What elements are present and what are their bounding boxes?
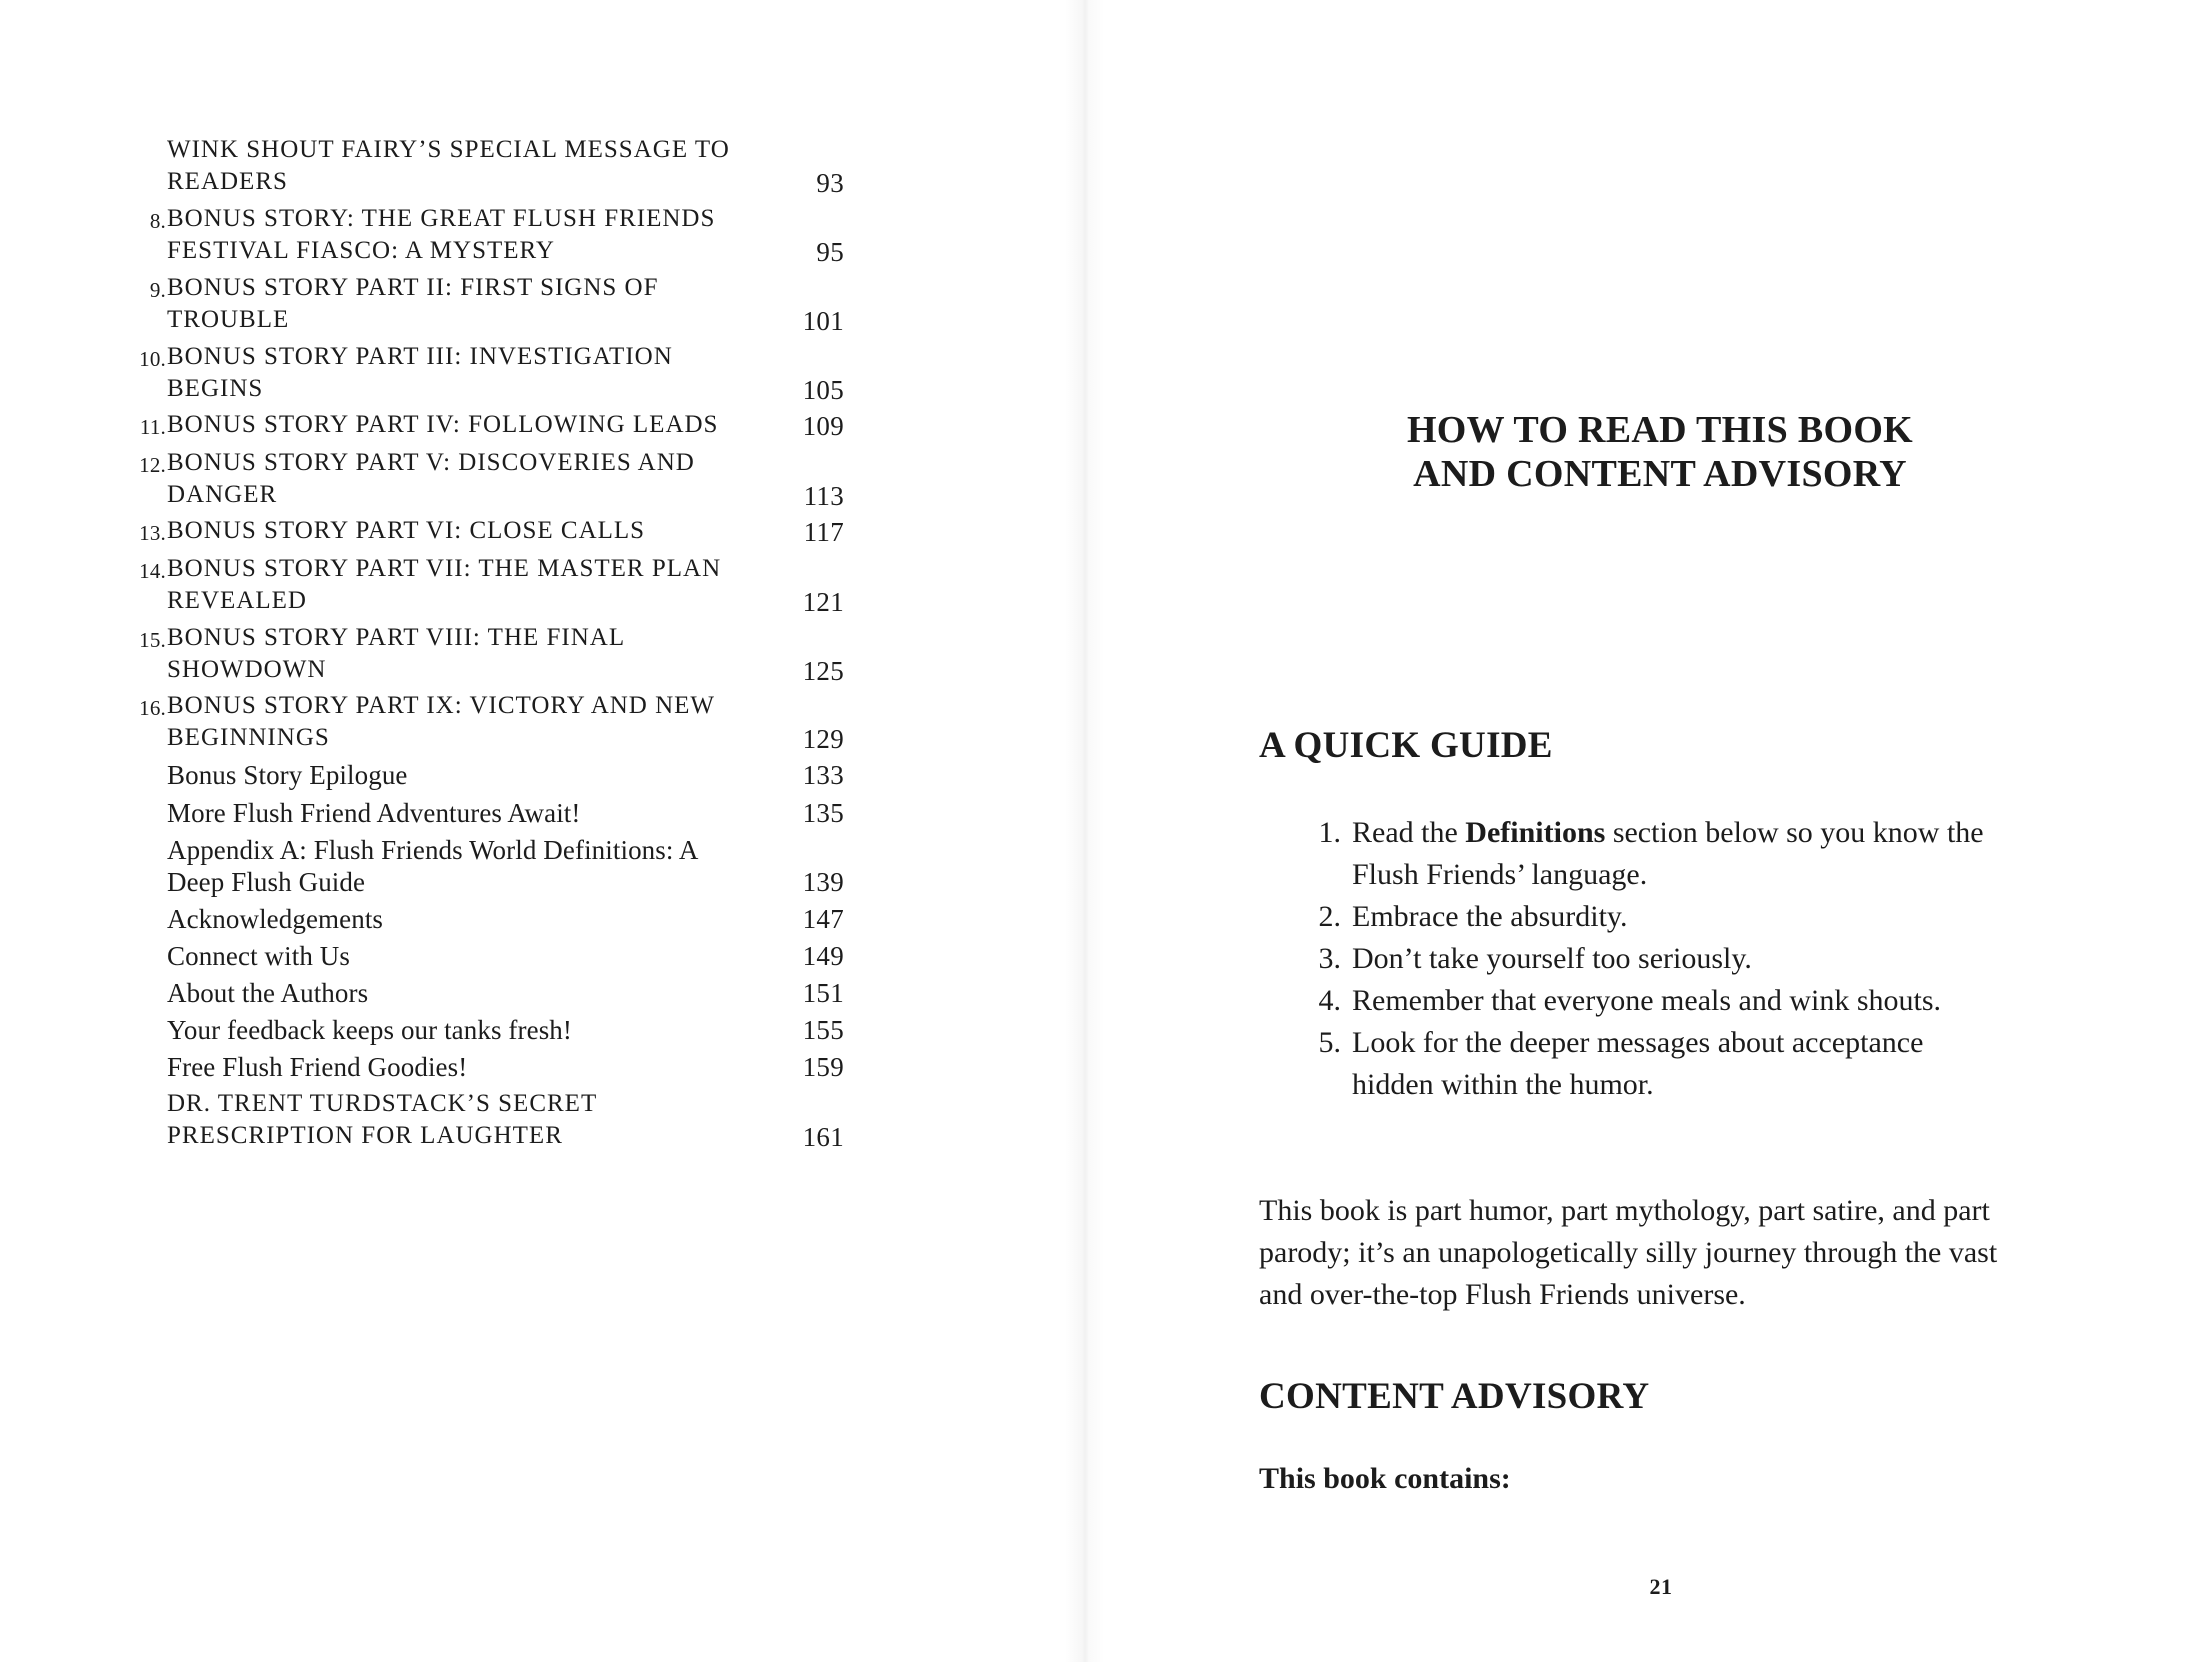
toc-entry-title: PRESCRIPTION FOR LAUGHTER — [167, 1122, 563, 1149]
toc-entry-title: BEGINS — [167, 375, 264, 402]
guide-item-line-2: hidden within the humor. — [1352, 1068, 1654, 1101]
guide-item-number: 4. — [1318, 984, 1341, 1017]
guide-item — [1259, 1022, 2059, 1106]
toc-entry-page: 95 — [816, 237, 844, 267]
toc-entry-number: 13. — [139, 521, 166, 545]
toc-entry-page: 155 — [802, 1015, 844, 1045]
guide-item-text: Embrace the absurdity. — [1352, 900, 1628, 933]
toc-entry-page: 113 — [803, 481, 844, 511]
guide-item-text: Don’t take yourself too seriously. — [1352, 942, 1752, 975]
toc-entry-title: Free Flush Friend Goodies! — [167, 1052, 468, 1082]
chapter-title-line-2: AND CONTENT ADVISORY — [1413, 453, 1907, 495]
toc-entry-page: 101 — [802, 306, 844, 336]
toc-entry-title: BONUS STORY PART VII: THE MASTER PLAN — [167, 555, 722, 582]
toc-entry-title: BONUS STORY PART V: DISCOVERIES AND — [167, 449, 695, 476]
toc-entry-number: 11. — [139, 415, 166, 439]
toc-entry-page: 149 — [802, 941, 844, 971]
toc-entry-page: 121 — [802, 587, 844, 617]
toc-entry-number: 9. — [149, 278, 166, 302]
toc-entry-page: 129 — [802, 724, 844, 754]
guide-item-number: 2. — [1318, 900, 1341, 933]
toc-entry-page: 139 — [802, 867, 844, 897]
quick-guide-list — [1259, 812, 2059, 1106]
toc-entry-page: 93 — [816, 168, 844, 198]
toc-entry-title: SHOWDOWN — [167, 656, 327, 683]
toc-entry-number: 14. — [139, 559, 166, 583]
chapter-title-line-1: HOW TO READ THIS BOOK — [1406, 409, 1914, 451]
contains-label: This book contains: — [1259, 1462, 1511, 1495]
guide-item-text: Read the — [1352, 816, 1466, 849]
toc-entry-number: 10. — [139, 347, 166, 371]
toc-entry-title: BONUS STORY PART II: FIRST SIGNS OF — [167, 274, 659, 301]
toc-entry-page: 133 — [802, 760, 844, 790]
toc-entry-number: 16. — [139, 696, 166, 720]
toc-entry-title: REVEALED — [167, 587, 307, 614]
guide-item-bold-term: Definitions — [1465, 816, 1606, 849]
toc-entry-number: 12. — [139, 453, 166, 477]
content-advisory-heading: CONTENT ADVISORY — [1259, 1376, 1650, 1417]
guide-item — [1259, 980, 2059, 1022]
toc-entry-title: BONUS STORY PART III: INVESTIGATION — [167, 343, 673, 370]
toc-entry-title: About the Authors — [167, 978, 369, 1008]
toc-entry-title: Deep Flush Guide — [167, 867, 366, 897]
guide-item — [1259, 896, 2059, 938]
toc-entry-title: BONUS STORY PART IV: FOLLOWING LEADS — [167, 411, 719, 438]
guide-item-text: Look for the deeper messages about acceptance — [1352, 1026, 1924, 1059]
toc-entry-title: Acknowledgements — [167, 904, 384, 934]
paragraph-line: parody; it’s an unapologetically silly journey through the vast — [1259, 1236, 1998, 1269]
toc-entry-title: BONUS STORY: THE GREAT FLUSH FRIENDS — [167, 205, 716, 232]
guide-item-number: 1. — [1318, 816, 1341, 849]
toc-entry-title: Bonus Story Epilogue — [167, 760, 408, 790]
toc-entry-title: BONUS STORY PART IX: VICTORY AND NEW — [167, 692, 716, 719]
toc-entry-page: 117 — [803, 517, 844, 547]
quick-guide-heading: A QUICK GUIDE — [1259, 725, 1553, 766]
toc-entry-page: 159 — [802, 1052, 844, 1082]
toc-entry-page: 161 — [802, 1122, 844, 1152]
toc-entry-title: FESTIVAL FIASCO: A MYSTERY — [167, 237, 555, 264]
toc-entry-title: WINK SHOUT FAIRY’S SPECIAL MESSAGE TO — [167, 136, 730, 163]
toc-entry-number: 8. — [149, 209, 166, 233]
toc-entry-title: BONUS STORY PART VIII: THE FINAL — [167, 624, 626, 651]
toc-entry-title: Connect with Us — [167, 941, 350, 971]
toc-entry-number: 15. — [139, 628, 166, 652]
toc-entry-title: More Flush Friend Adventures Await! — [167, 798, 581, 828]
toc-entry-title: Your feedback keeps our tanks fresh! — [167, 1015, 572, 1045]
toc-entry-title: BEGINNINGS — [167, 724, 330, 751]
toc-entry-title: READERS — [167, 168, 288, 195]
guide-item — [1259, 938, 2059, 980]
paragraph-line: This book is part humor, part mythology, part satire, and part — [1259, 1194, 1990, 1227]
toc-entry-title: DR. TRENT TURDSTACK’S SECRET — [167, 1090, 598, 1117]
guide-item-line-2: Flush Friends’ language. — [1352, 858, 1648, 891]
chapter-title — [1260, 408, 2060, 496]
guide-item — [1259, 812, 2059, 896]
paragraph-line: and over-the-top Flush Friends universe. — [1259, 1278, 1746, 1311]
toc-entry-page: 105 — [802, 375, 844, 405]
guide-item-text-cont: section below so you know the — [1605, 816, 1984, 849]
toc-entry-page: 125 — [802, 656, 844, 686]
toc-entry-title: BONUS STORY PART VI: CLOSE CALLS — [167, 517, 646, 544]
toc-entry-page: 151 — [802, 978, 844, 1008]
toc-entry-page: 109 — [802, 411, 844, 441]
toc-entry-page: 147 — [802, 904, 844, 934]
guide-item-text: Remember that everyone meals and wink shouts. — [1352, 984, 1942, 1017]
left-page — [0, 0, 1083, 1662]
intro-paragraph — [1259, 1190, 2059, 1316]
page-number: 21 — [1649, 1574, 1673, 1599]
toc-entry-title: Appendix A: Flush Friends World Definitions: A — [167, 835, 699, 865]
guide-item-number: 3. — [1318, 942, 1341, 975]
toc-entry-title: TROUBLE — [167, 306, 290, 333]
guide-item-number: 5. — [1318, 1026, 1341, 1059]
book-gutter — [1065, 0, 1105, 1662]
toc-entry-title: DANGER — [167, 481, 278, 508]
toc-entry-page: 135 — [802, 798, 844, 828]
